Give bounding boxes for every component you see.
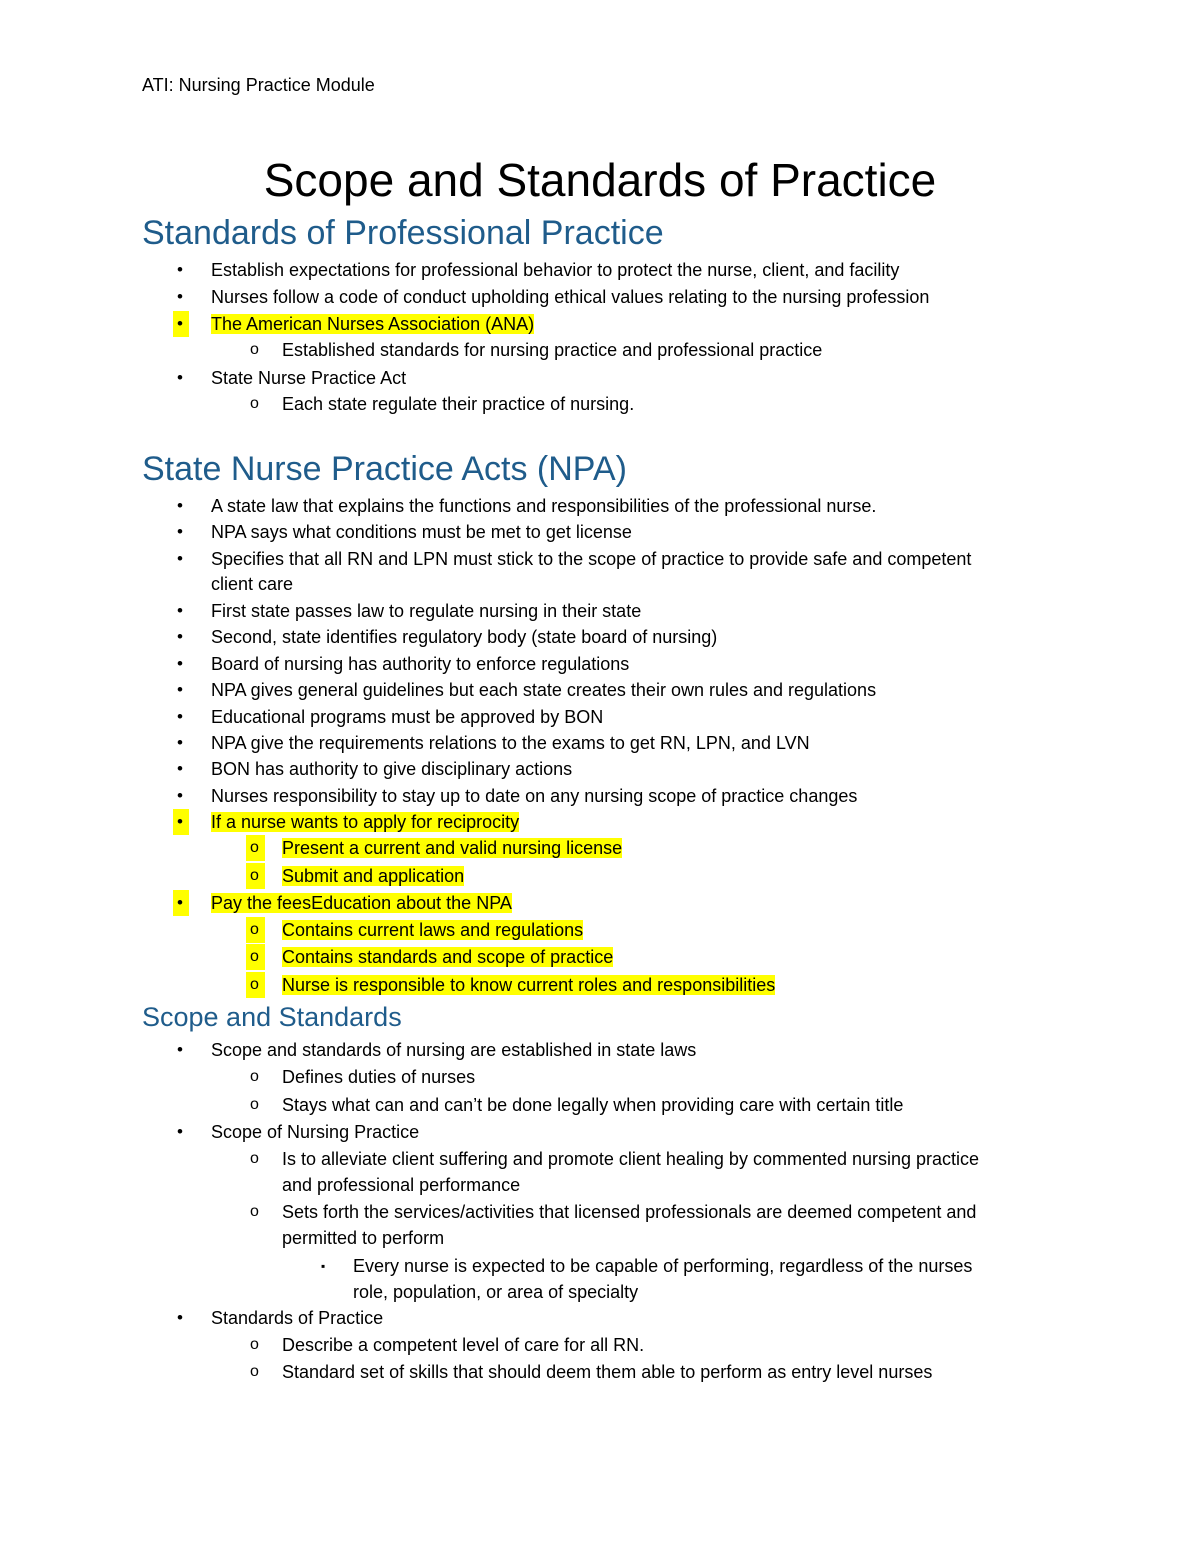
- list-item: • A state law that explains the functions and responsibilities of the professional nurse.: [211, 493, 876, 519]
- section-heading-scope-and-standards: Scope and Standards: [142, 1002, 402, 1032]
- circle-bullet-icon: o: [250, 1363, 259, 1380]
- circle-bullet-icon: o: [250, 1068, 259, 1085]
- list-item: • Establish expectations for professional behavior to protect the nurse, client, and facility: [211, 257, 899, 283]
- list-item: • First state passes law to regulate nursing in their state: [211, 598, 641, 624]
- list-item-highlighted: • Pay the feesEducation about the NPA: [211, 890, 512, 916]
- bullet-icon: •: [177, 786, 183, 805]
- square-bullet-icon: ▪: [321, 1259, 326, 1273]
- list-item-continuation: role, population, or area of specialty: [353, 1282, 639, 1302]
- circle-bullet-icon: o: [250, 1150, 259, 1167]
- circle-bullet-icon: o: [246, 944, 265, 970]
- section-heading-state-nurse-practice-acts: State Nurse Practice Acts (NPA): [142, 450, 627, 488]
- sub-list-item: o Sets forth the services/activities that licensed professionals are deemed competent and: [282, 1199, 976, 1225]
- circle-bullet-icon: o: [250, 341, 259, 358]
- section-heading-standards-of-professional-practice: Standards of Professional Practice: [142, 214, 664, 252]
- bullet-icon: •: [173, 809, 189, 835]
- circle-bullet-icon: o: [250, 1336, 259, 1353]
- list-item-highlighted: • The American Nurses Association (ANA): [211, 311, 534, 337]
- sub-list-item: o Defines duties of nurses: [282, 1064, 475, 1090]
- circle-bullet-icon: o: [250, 1203, 259, 1220]
- sub-list-item-highlighted: o Contains standards and scope of practice: [282, 944, 613, 970]
- list-item: • Nurses responsibility to stay up to date on any nursing scope of practice changes: [211, 783, 857, 809]
- bullet-icon: •: [177, 287, 183, 306]
- bullet-icon: •: [177, 654, 183, 673]
- list-item-continuation: permitted to perform: [282, 1228, 445, 1248]
- bullet-icon: •: [177, 680, 183, 699]
- list-item: • State Nurse Practice Act: [211, 365, 406, 391]
- list-item: • Second, state identifies regulatory body (state board of nursing): [211, 624, 717, 650]
- list-item: • Nurses follow a code of conduct upholding ethical values relating to the nursing profession: [211, 284, 929, 310]
- bullet-icon: •: [177, 627, 183, 646]
- sub-list-item: o Standard set of skills that should deem them able to perform as entry level nurses: [282, 1359, 932, 1385]
- page-header: ATI: Nursing Practice Module: [142, 75, 375, 95]
- list-item: • NPA gives general guidelines but each state creates their own rules and regulations: [211, 677, 876, 703]
- sub-list-item: o Stays what can and can’t be done legally when providing care with certain title: [282, 1092, 903, 1118]
- sub-list-item-highlighted: o Contains current laws and regulations: [282, 917, 583, 943]
- bullet-icon: •: [177, 549, 183, 568]
- list-item: • Board of nursing has authority to enforce regulations: [211, 651, 629, 677]
- list-item: • Scope and standards of nursing are established in state laws: [211, 1037, 696, 1063]
- sub-sub-list-item: ▪ Every nurse is expected to be capable of performing, regardless of the nurses: [353, 1253, 972, 1279]
- bullet-icon: •: [177, 260, 183, 279]
- bullet-icon: •: [173, 890, 189, 916]
- bullet-icon: •: [177, 1122, 183, 1141]
- bullet-icon: •: [177, 759, 183, 778]
- sub-list-item: o Is to alleviate client suffering and promote client healing by commented nursing practice: [282, 1146, 979, 1172]
- bullet-icon: •: [177, 707, 183, 726]
- circle-bullet-icon: o: [246, 917, 265, 943]
- circle-bullet-icon: o: [250, 1096, 259, 1113]
- bullet-icon: •: [177, 733, 183, 752]
- list-item: • NPA says what conditions must be met to get license: [211, 519, 632, 545]
- list-item-continuation: client care: [211, 574, 294, 594]
- sub-list-item-highlighted: o Submit and application: [282, 863, 464, 889]
- circle-bullet-icon: o: [246, 972, 265, 998]
- bullet-icon: •: [177, 496, 183, 515]
- sub-list-item-highlighted: o Nurse is responsible to know current roles and responsibilities: [282, 972, 775, 998]
- circle-bullet-icon: o: [246, 863, 265, 889]
- list-item: • Educational programs must be approved by BON: [211, 704, 603, 730]
- list-item-continuation: and professional performance: [282, 1175, 521, 1195]
- bullet-icon: •: [177, 522, 183, 541]
- circle-bullet-icon: o: [250, 395, 259, 412]
- list-item: • Scope of Nursing Practice: [211, 1119, 419, 1145]
- bullet-icon: •: [173, 311, 189, 337]
- document-title: Scope and Standards of Practice: [263, 154, 937, 206]
- bullet-icon: •: [177, 601, 183, 620]
- list-item: • BON has authority to give disciplinary actions: [211, 756, 572, 782]
- bullet-icon: •: [177, 1040, 183, 1059]
- sub-list-item-highlighted: o Present a current and valid nursing license: [282, 835, 622, 861]
- circle-bullet-icon: o: [246, 835, 265, 861]
- sub-list-item: o Describe a competent level of care for all RN.: [282, 1332, 644, 1358]
- bullet-icon: •: [177, 1308, 183, 1327]
- sub-list-item: o Each state regulate their practice of nursing.: [282, 391, 634, 417]
- list-item: • NPA give the requirements relations to the exams to get RN, LPN, and LVN: [211, 730, 810, 756]
- list-item-highlighted: • If a nurse wants to apply for reciprocity: [211, 809, 519, 835]
- sub-list-item: o Established standards for nursing practice and professional practice: [282, 337, 822, 363]
- list-item: • Standards of Practice: [211, 1305, 383, 1331]
- bullet-icon: •: [177, 368, 183, 387]
- list-item: • Specifies that all RN and LPN must stick to the scope of practice to provide safe and competent: [211, 546, 971, 572]
